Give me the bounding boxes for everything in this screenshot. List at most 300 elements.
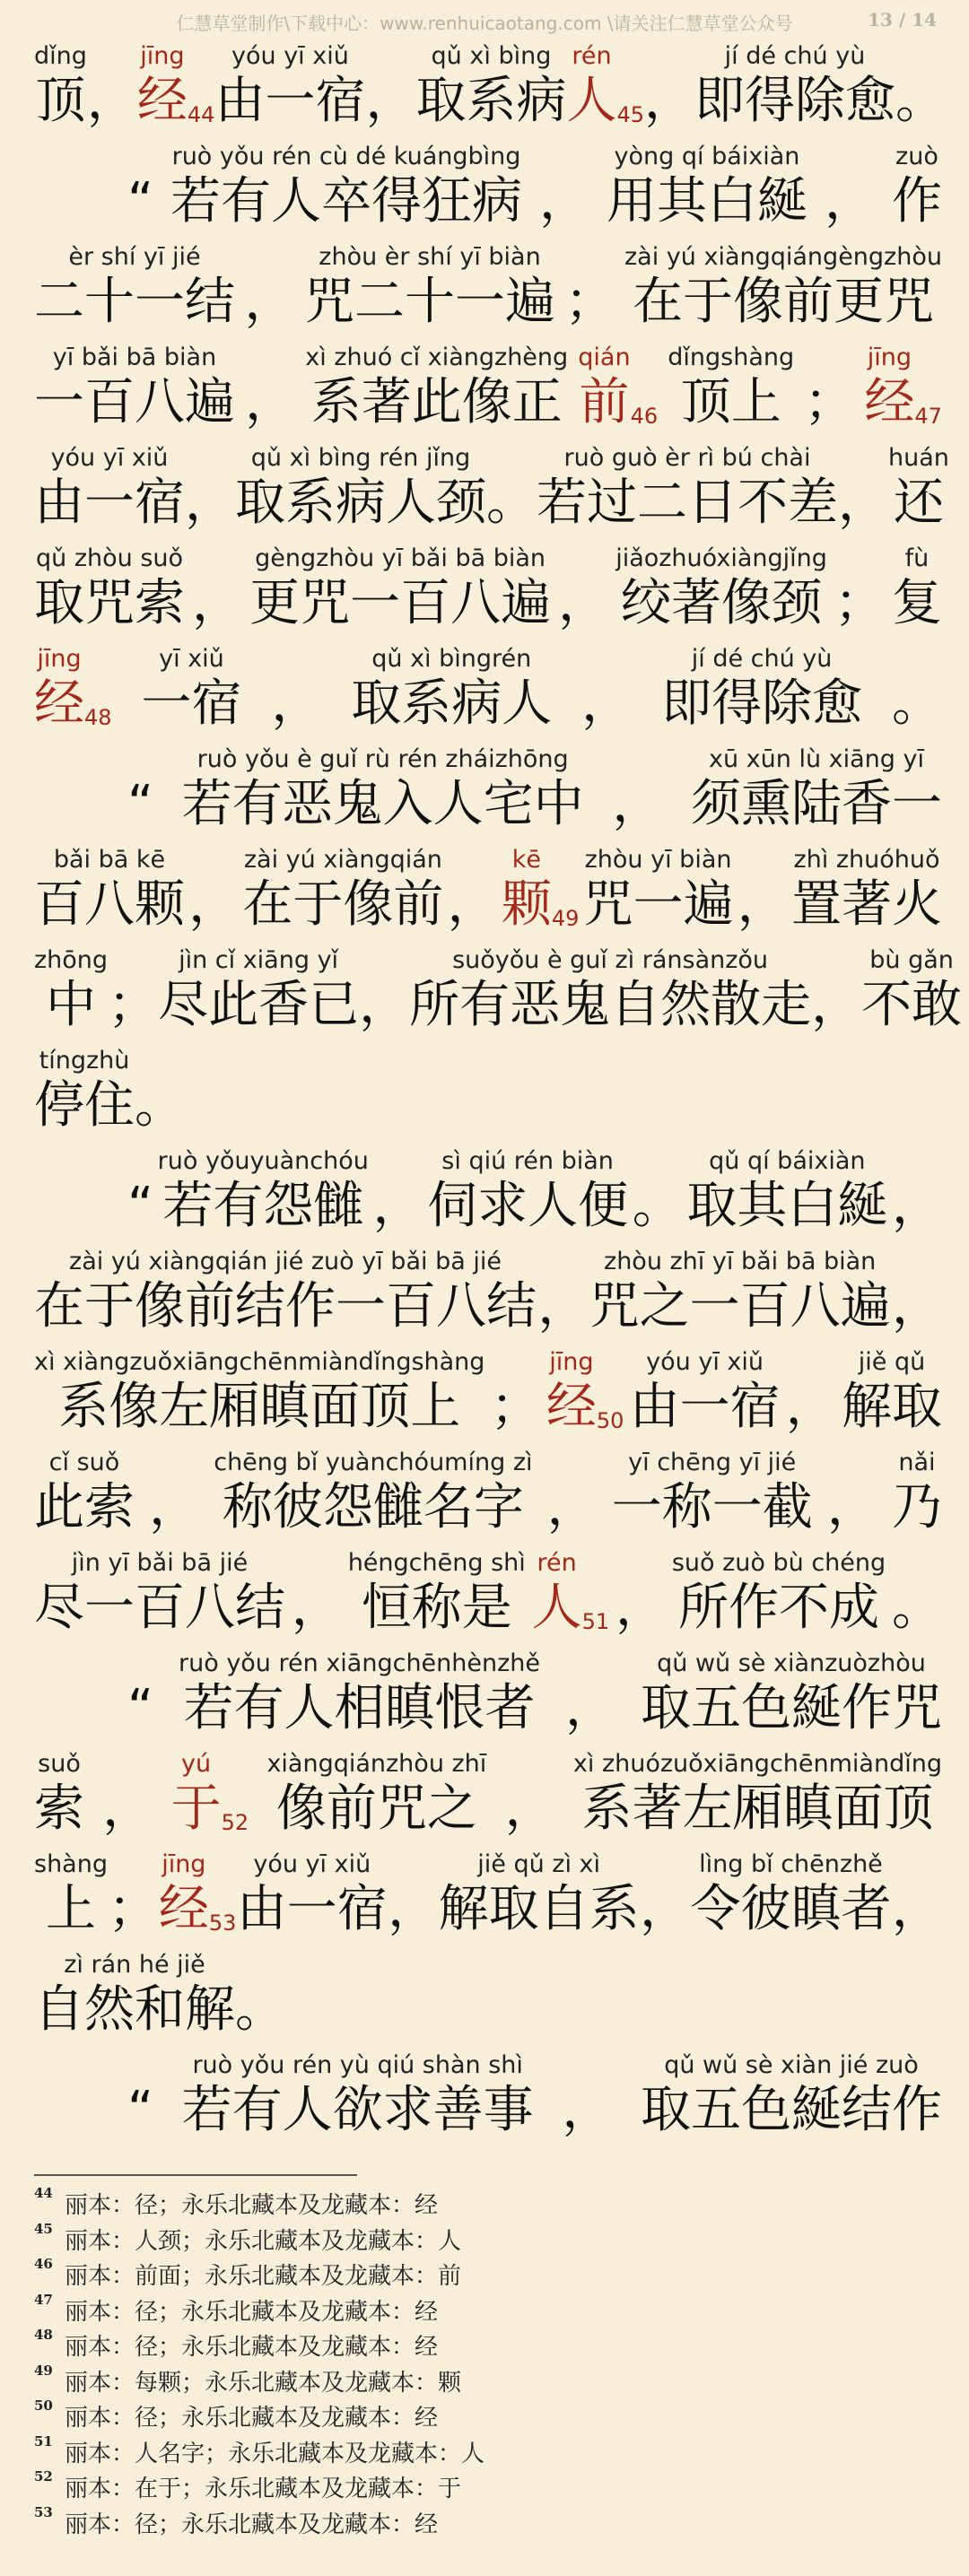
text-segment — [694, 41, 895, 131]
text-segment — [565, 242, 615, 332]
text-segment — [615, 1548, 666, 1638]
footnote-number: 46 — [34, 2256, 53, 2272]
text-segment — [34, 1347, 484, 1437]
text-segment — [34, 1548, 285, 1638]
hanzi: ， — [891, 1880, 942, 1938]
pinyin: zhòu zhī yī bǎi bā biàn — [604, 1248, 877, 1275]
hanzi: “ — [127, 2081, 154, 2139]
text-segment — [861, 945, 962, 1035]
hanzi: ， — [640, 1880, 691, 1938]
pinyin: tíngzhù — [39, 1047, 130, 1075]
hanzi: 经 — [864, 373, 915, 431]
text-line — [34, 1136, 942, 1236]
pinyin: rén — [537, 1549, 577, 1577]
pinyin: dǐngshàng — [668, 344, 795, 371]
hanzi: 即得除愈 — [694, 72, 895, 130]
text-segment — [266, 1749, 486, 1839]
hanzi: 复 — [891, 574, 942, 632]
text-segment — [34, 1247, 537, 1336]
hanzi: ， — [581, 674, 633, 733]
hanzi: 由一宿 — [214, 72, 366, 130]
footnote-number: 53 — [34, 2503, 53, 2520]
footnote-text: 丽本：每颗；永乐北藏本及龙藏本：颗 — [65, 2369, 462, 2397]
text-segment — [170, 142, 522, 231]
text-segment — [245, 242, 295, 332]
hanzi: 若过二日不差 — [537, 474, 838, 532]
text-segment — [565, 1649, 615, 1738]
text-segment — [34, 1448, 135, 1537]
hanzi: 须熏陆香一 — [690, 775, 942, 833]
footnote-item — [34, 2220, 931, 2258]
pinyin: huán — [888, 444, 949, 472]
text-segment — [388, 1849, 438, 1939]
hanzi: “ — [127, 1679, 154, 1737]
pinyin: zì rán hé jiě — [64, 1951, 205, 1979]
text-segment — [415, 41, 566, 131]
hanzi: 。 — [891, 674, 942, 733]
hanzi: ， — [537, 1277, 589, 1336]
pinyin: qǔ xì bìngrén — [371, 645, 532, 673]
hanzi: 不敢 — [861, 976, 963, 1034]
text-segment — [581, 644, 632, 734]
footnote-divider — [34, 2174, 357, 2176]
pinyin: cǐ suǒ — [48, 1449, 120, 1476]
text-segment — [34, 845, 185, 935]
text-segment — [158, 1146, 369, 1236]
text-segment — [34, 242, 235, 332]
footnote-number: 48 — [34, 2327, 53, 2343]
footnote-number: 52 — [34, 2468, 53, 2485]
variant-char — [566, 41, 616, 131]
hanzi: 尽一百八结 — [34, 1579, 285, 1637]
text-segment — [214, 41, 365, 131]
text-segment — [141, 644, 241, 734]
text-segment — [188, 845, 239, 935]
text-segment — [537, 443, 838, 533]
hanzi: 称彼怨雠名字 — [222, 1478, 524, 1536]
hanzi: “ — [127, 172, 154, 231]
hanzi: 一百八遍 — [34, 373, 235, 431]
text-segment — [305, 343, 568, 432]
hanzi: 由一宿 — [34, 474, 185, 532]
text-segment — [271, 644, 321, 734]
pinyin: fù — [904, 544, 930, 572]
hanzi: 还 — [893, 474, 944, 532]
text-line — [34, 2040, 942, 2140]
text-segment — [547, 1448, 598, 1537]
text-segment — [672, 1548, 886, 1638]
hanzi: 在于像前更咒 — [632, 273, 934, 331]
pinyin: qǔ xì bìng — [431, 42, 552, 70]
text-segment — [892, 1849, 942, 1939]
text-segment — [842, 1347, 942, 1437]
text-line: dǐng 顶 ， jīng 经 44 yóu yī xiǔ 由一宿 ， qǔ xì bìng 取系病 rén 人 45 ， jí dé chú yù 即得除愈 。 — [34, 42, 946, 130]
hanzi: 由一宿 — [629, 1378, 781, 1436]
footnote-text: 丽本：在于；永乐北藏本及龙藏本：于 — [65, 2476, 462, 2502]
pinyin: nǎi — [898, 1449, 936, 1476]
hanzi: ， — [388, 1880, 439, 1938]
text-line — [34, 131, 942, 231]
hanzi: ， — [824, 172, 875, 231]
variant-char — [502, 845, 552, 935]
footnote-text: 丽本：径；永乐北藏本及龙藏本：经 — [65, 2511, 439, 2538]
pinyin: qián — [578, 344, 631, 371]
pinyin: yóu yī xiǔ — [231, 42, 349, 70]
text-line: bǎi bā kē 百八颗 ， zài yú xiàngqián 在于像前 ， kē 颗 49 zhòu yī biàn 咒一遍 ， zhì zhuóhuǒ 置著火 — [34, 846, 942, 934]
text-segment — [237, 1849, 388, 1939]
pinyin: jí dé chú yù — [691, 645, 833, 673]
pinyin: jīng — [37, 645, 82, 673]
pinyin: qǔ qí báixiàn — [709, 1147, 866, 1175]
hanzi: “ — [127, 1177, 154, 1235]
text-line — [34, 533, 942, 633]
pinyin: qǔ wǔ sè xiàn jié zuò — [664, 2051, 919, 2079]
text-segment — [558, 544, 608, 633]
hanzi: 人 — [531, 1579, 582, 1637]
text-segment — [108, 1849, 158, 1939]
hanzi: 取五色綖结作 — [640, 2081, 942, 2139]
text-segment — [505, 1749, 555, 1839]
hanzi: 即得除愈 — [661, 674, 863, 733]
text-segment — [102, 1749, 153, 1839]
text-segment — [149, 1448, 199, 1537]
pinyin: zhòu yī biàn — [584, 846, 732, 874]
text-line — [34, 1939, 942, 2040]
pinyin: xì zhuó cǐ xiàngzhèng — [305, 344, 569, 371]
pinyin: jīng — [162, 1850, 206, 1878]
pinyin: yóu yī xiǔ — [50, 444, 169, 472]
text-segment — [249, 544, 551, 633]
hanzi: “ — [127, 775, 154, 833]
text-segment — [583, 845, 734, 935]
text-segment — [589, 1247, 891, 1336]
hanzi: ， — [737, 875, 788, 934]
text-line: xì xiàngzuǒxiāngchēnmiàndǐngshàng 系像左厢瞋面顶上 ； jīng 经 50 yóu yī xiǔ 由一宿 ， jiě qǔ 解取 — [34, 1348, 942, 1436]
pinyin: yóu yī xiǔ — [646, 1348, 764, 1376]
pinyin: ruò guò èr rì bú chài — [563, 444, 811, 472]
text-segment — [811, 945, 861, 1035]
hanzi: ； — [108, 1880, 159, 1938]
text-segment — [834, 544, 885, 633]
variant-char — [171, 1749, 222, 1839]
hanzi: 。 — [135, 1076, 185, 1135]
text-segment — [641, 2050, 942, 2140]
text-segment — [491, 1347, 541, 1437]
hanzi: 上 — [45, 1880, 96, 1938]
text-segment — [892, 544, 942, 633]
hanzi: 经 — [158, 1880, 209, 1938]
pinyin: suǒyǒu è guǐ zì ránsànzǒu — [452, 946, 769, 974]
scripture-text — [34, 30, 963, 2140]
footnote-item — [34, 2293, 931, 2329]
pinyin: sì qiú rén biàn — [441, 1147, 614, 1175]
hanzi: 前 — [579, 373, 630, 431]
variant-char — [546, 1347, 597, 1437]
text-line: shàng 上 ； jīng 经 53 yóu yī xiǔ 由一宿 ， jiě qǔ zì xì 解取自系 ， lìng bǐ chēnzhě 令彼瞋者 ， — [34, 1850, 942, 1938]
pinyin: yòng qí báixiàn — [614, 143, 800, 170]
hanzi: 二十一结 — [34, 273, 235, 331]
text-segment — [892, 1448, 942, 1537]
text-segment — [127, 142, 153, 231]
text-segment — [562, 2050, 612, 2140]
footnote-number: 49 — [34, 2362, 53, 2379]
hanzi: 。 — [895, 72, 946, 130]
hanzi: 百八颗 — [34, 875, 185, 934]
footnote-item — [34, 2258, 931, 2293]
hanzi: ， — [291, 1579, 342, 1637]
pinyin: zhì zhuóhuǒ — [793, 846, 940, 874]
text-segment — [292, 1548, 342, 1638]
text-segment — [612, 1448, 813, 1537]
text-segment — [34, 1950, 235, 2040]
text-segment — [179, 1649, 540, 1738]
footnote-text: 丽本：人名字；永乐北藏本及龙藏本：人 — [65, 2440, 485, 2467]
pinyin: qǔ xì bìng rén jǐng — [250, 444, 471, 472]
text-segment — [486, 443, 537, 533]
text-segment — [245, 343, 295, 432]
variant-char — [34, 644, 84, 734]
text-segment — [607, 142, 808, 231]
text-segment — [448, 845, 498, 935]
text-segment — [34, 544, 185, 633]
text-line — [34, 1236, 942, 1336]
text-line: jīng 经 48 yī xiǔ 一宿 ， qǔ xì bìngrén 取系病人 ， jí dé chú yù 即得除愈 。 — [34, 645, 942, 733]
pinyin: yī chēng yī jié — [628, 1449, 797, 1476]
text-line — [34, 1638, 942, 1738]
variant-char — [864, 343, 914, 432]
pinyin: zhòu èr shí yī biàn — [319, 243, 541, 271]
hanzi: ， — [891, 1277, 942, 1336]
pinyin: yú — [181, 1750, 212, 1778]
hanzi: 经 — [136, 72, 188, 130]
pinyin: chēng bǐ yuànchóumíng zì — [214, 1449, 533, 1476]
text-segment — [668, 343, 794, 432]
hanzi: 若有人卒得狂病 — [170, 172, 522, 231]
footnote-number: 47 — [34, 2291, 53, 2308]
text-segment — [135, 1046, 185, 1136]
footnote-text: 丽本：径；永乐北藏本及龙藏本：经 — [65, 2192, 439, 2219]
footnote-text: 丽本：前面；永乐北藏本及龙藏本：前 — [65, 2263, 462, 2290]
hanzi: 尽此香已 — [158, 976, 360, 1034]
hanzi: ， — [546, 1478, 598, 1536]
hanzi: 伺求人便 — [427, 1177, 629, 1235]
footnote-item — [34, 2187, 931, 2223]
text-segment — [235, 443, 486, 533]
text-segment — [791, 845, 942, 935]
footnote-number: 44 — [34, 2185, 53, 2201]
text-segment — [892, 1548, 942, 1638]
hanzi: 人 — [566, 72, 617, 130]
pinyin: ruò yǒu rén cù dé kuángbìng — [171, 143, 521, 170]
pinyin: jìn cǐ xiāng yǐ — [179, 946, 339, 974]
text-segment — [825, 142, 875, 231]
hanzi: 咒之一百八遍 — [589, 1277, 891, 1336]
footnote-text: 丽本：径；永乐北藏本及龙藏本：经 — [65, 2405, 439, 2432]
hanzi: ， — [826, 1478, 877, 1536]
pinyin: jìn yī bǎi bā jié — [71, 1549, 249, 1577]
text-segment — [439, 1849, 640, 1939]
footnote-number: 45 — [34, 2220, 53, 2237]
hanzi: ， — [785, 1378, 836, 1436]
pinyin: jí dé chú yù — [724, 42, 866, 70]
footnote-text: 丽本：径；永乐北藏本及龙藏本：经 — [65, 2298, 439, 2326]
text-segment — [573, 1749, 942, 1839]
hanzi: 咒一遍 — [582, 875, 734, 934]
text-segment — [127, 1649, 153, 1738]
text-line: yī bǎi bā biàn 一百八遍 ， xì zhuó cǐ xiàngzhèng 系著此像正 qián 前 46 dǐngshàng 顶上 ； jīng 经 47 — [34, 344, 942, 431]
footnotes — [34, 2187, 931, 2541]
hanzi: ； — [834, 574, 885, 632]
variant-char — [159, 1849, 209, 1939]
hanzi: 中 — [46, 976, 97, 1034]
text-segment — [786, 1347, 836, 1437]
text-segment — [892, 142, 942, 231]
page-number: 13 / 14 — [868, 9, 937, 30]
hanzi: 像前咒之 — [275, 1780, 477, 1838]
text-segment — [34, 1749, 84, 1839]
hanzi: 若有人相瞋恨者 — [183, 1679, 536, 1737]
text-segment — [34, 945, 108, 1035]
text-segment — [373, 1146, 423, 1236]
text-segment — [888, 443, 949, 533]
pinyin: shàng — [34, 1850, 108, 1878]
hanzi: 顶 — [35, 72, 86, 130]
pinyin: jīng — [867, 344, 912, 371]
text-line — [34, 231, 942, 332]
footnote-text: 丽本：人颈；永乐北藏本及龙藏本：人 — [65, 2227, 462, 2255]
hanzi: 用其白綖 — [606, 172, 808, 231]
hanzi: 若有恶鬼入人宅中 — [181, 775, 584, 833]
hanzi: ， — [245, 373, 296, 431]
pinyin: xū xūn lù xiāng yī — [708, 745, 924, 773]
pinyin: zài yú xiàngqiángèngzhòu — [624, 243, 942, 271]
pinyin: èr shí yī jié — [68, 243, 201, 271]
hanzi: 系著左厢瞋面顶 — [581, 1780, 934, 1838]
hanzi: 取系病人 — [351, 674, 553, 733]
hanzi: ， — [891, 1177, 942, 1235]
pinyin: yī xiǔ — [159, 645, 224, 673]
hanzi: ， — [562, 2081, 613, 2139]
text-segment — [892, 1146, 942, 1236]
hanzi: ， — [504, 1780, 555, 1838]
hanzi: ， — [612, 775, 663, 833]
text-segment — [409, 945, 811, 1035]
hanzi: ， — [86, 72, 137, 130]
text-segment — [34, 1849, 108, 1939]
pinyin: ruò yǒu è guǐ rù rén zháizhōng — [196, 745, 569, 773]
text-line — [34, 734, 942, 834]
footnote-item — [34, 2503, 931, 2542]
pinyin: bǎi bā kē — [53, 846, 166, 874]
hanzi: ， — [365, 72, 416, 130]
text-segment — [87, 41, 137, 131]
text-line — [34, 935, 963, 1035]
pinyin: qǔ zhòu suǒ — [35, 544, 184, 572]
hanzi: 经 — [34, 674, 84, 733]
pinyin: ruò yǒu rén xiāngchēnhènzhě — [179, 1649, 541, 1677]
hanzi: 置著火 — [790, 875, 942, 934]
pinyin: bù gǎn — [869, 946, 954, 974]
hanzi: ， — [615, 1579, 666, 1637]
hanzi: ， — [192, 574, 243, 632]
hanzi: 自然和解 — [34, 1980, 235, 2039]
hanzi: 取系病人颈 — [235, 474, 486, 532]
hanzi: ， — [538, 172, 589, 231]
hanzi: 所作不成 — [677, 1579, 879, 1637]
text-segment — [214, 1448, 532, 1537]
text-segment — [624, 242, 942, 332]
hanzi: ， — [102, 1780, 153, 1838]
text-segment — [633, 1146, 683, 1236]
pinyin: dǐng — [34, 42, 87, 70]
hanzi: 取咒索 — [34, 574, 185, 632]
variant-char — [578, 343, 630, 432]
hanzi: ， — [811, 976, 862, 1034]
text-segment — [192, 544, 242, 633]
hanzi: 于 — [170, 1780, 222, 1838]
pinyin: xiàngqiánzhòu zhī — [266, 1750, 487, 1778]
hanzi: 作 — [891, 172, 942, 231]
hanzi: 恒称是 — [361, 1579, 512, 1637]
text-segment — [182, 2050, 534, 2140]
text-segment — [182, 744, 584, 834]
hanzi: 在于像前结作一百八结 — [34, 1277, 537, 1336]
pinyin: jiě qǔ — [858, 1348, 926, 1376]
pinyin: zài yú xiàngqián jié zuò yī bǎi bā jié — [69, 1248, 502, 1275]
text-segment — [242, 845, 443, 935]
text-segment — [359, 945, 409, 1035]
hanzi: 更咒一百八遍 — [249, 574, 552, 632]
hanzi: 取五色綖作咒 — [640, 1679, 942, 1737]
footnote-item — [34, 2364, 931, 2400]
text-line — [34, 432, 949, 533]
pinyin: qǔ wǔ sè xiànzuòzhòu — [657, 1649, 926, 1677]
pinyin: zhōng — [34, 946, 109, 974]
pinyin: jiǎozhuóxiàngjǐng — [615, 544, 827, 572]
hanzi: ， — [271, 674, 322, 733]
text-segment — [427, 1146, 628, 1236]
text-segment — [641, 1649, 942, 1738]
variant-char — [137, 41, 188, 131]
text-segment — [827, 1448, 877, 1537]
hanzi: 。 — [235, 1980, 285, 2039]
pinyin: xì zhuózuǒxiāngchēnmiàndǐng — [572, 1750, 942, 1778]
pinyin: rén — [572, 42, 612, 70]
hanzi: 绞著像颈 — [621, 574, 823, 632]
text-segment — [612, 744, 662, 834]
text-segment — [838, 443, 888, 533]
text-segment — [661, 644, 862, 734]
text-segment — [738, 845, 788, 935]
text-segment — [34, 343, 235, 432]
pinyin: héngchēng shì — [347, 1549, 526, 1577]
hanzi: 咒二十一遍 — [304, 273, 555, 331]
hanzi: 取其白綖 — [686, 1177, 888, 1235]
pinyin: jīng — [140, 42, 185, 70]
hanzi: 由一宿 — [236, 1880, 388, 1938]
text-segment — [127, 744, 153, 834]
text-segment — [804, 343, 854, 432]
footnote-number: 51 — [34, 2432, 53, 2450]
text-segment — [351, 644, 552, 734]
hanzi: 停住 — [34, 1076, 135, 1135]
hanzi: 此索 — [34, 1478, 135, 1536]
hanzi: ， — [244, 273, 295, 331]
text-segment — [892, 644, 942, 734]
hanzi: ， — [644, 72, 694, 130]
hanzi: ， — [149, 1478, 200, 1536]
text-segment — [127, 1146, 153, 1236]
